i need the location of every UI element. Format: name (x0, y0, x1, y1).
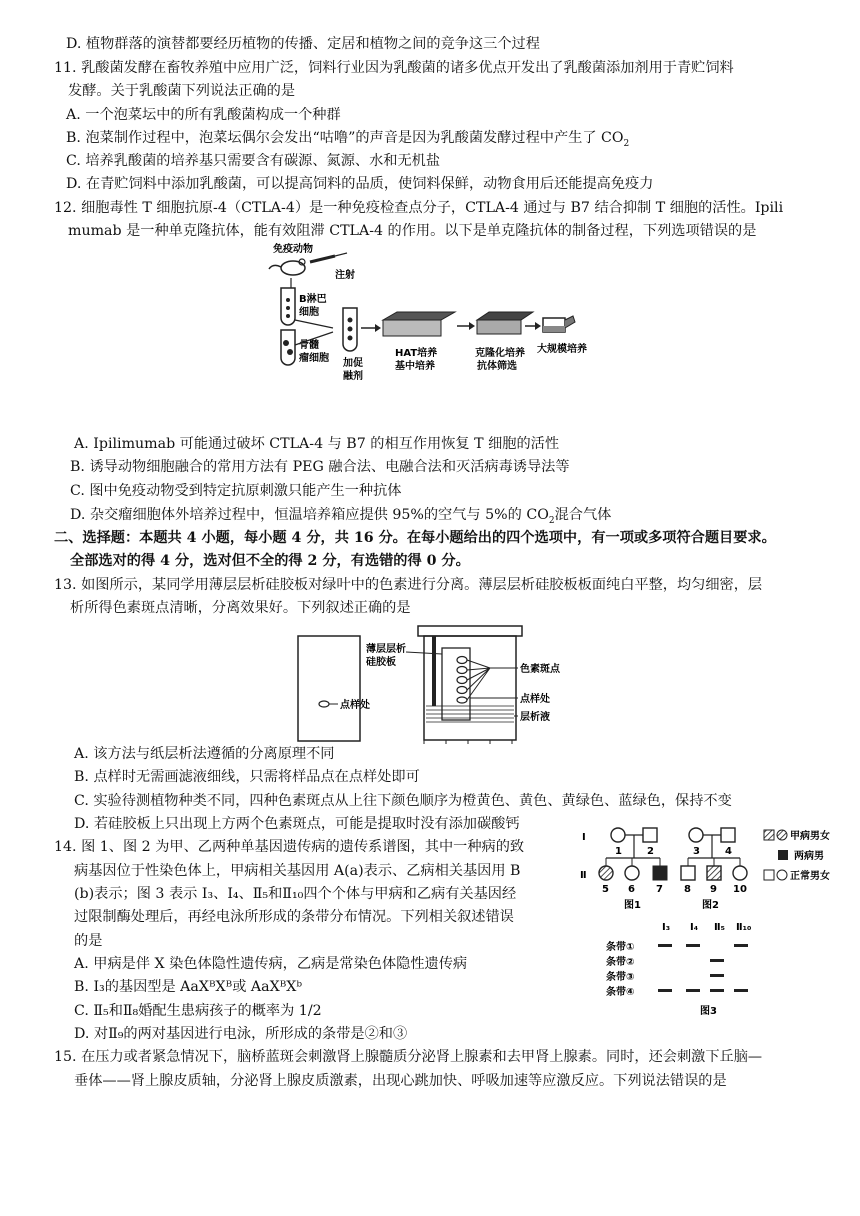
legend-female-normal (777, 870, 787, 880)
section-heading: 二、选择题：本题共 4 小题，每小题 4 分，共 16 分。在每小题给出的四个选项中，有一项或多项符合题目要求。 (54, 530, 776, 546)
individual-number: 2 (647, 846, 654, 857)
legend-label: 正常男女 (790, 871, 830, 882)
question-14-stem: 14. 图 1、图 2 为甲、乙两种单基因遗传病的遗传系谱图，其中一种病的致 (54, 839, 525, 855)
band-label: 条带① (606, 942, 635, 953)
mouse-icon (269, 259, 305, 275)
figure-2-label: 图2 (702, 900, 719, 911)
label-immune-animal: 免疫动物 (273, 244, 313, 255)
generation-2-label: Ⅱ (580, 870, 587, 881)
female-normal (625, 866, 639, 880)
male-affected (707, 866, 721, 880)
band-label: 条带② (606, 957, 635, 968)
tlc-diagram (290, 620, 600, 745)
label-hat: HAT培养 (395, 348, 438, 359)
option-11c: C. 培养乳酸菌的培养基只需要含有碳源、氮源、水和无机盐 (66, 153, 441, 169)
legend-label: 甲病男女 (790, 831, 830, 842)
question-14-stem: (b)表示；图 3 表示 I₃、I₄、Ⅱ₅和Ⅱ₁₀四个个体与甲病和乙病有关基因经 (74, 886, 517, 902)
option-12c: C. 图中免疫动物受到特定抗原刺激只能产生一种抗体 (70, 483, 402, 499)
label-fusion: 加促 (343, 358, 363, 369)
gel-band (710, 974, 724, 977)
culture-flask-icon (543, 316, 575, 332)
lane-label: Ⅱ₁₀ (736, 922, 752, 933)
figure-1-label: 图1 (624, 900, 641, 911)
question-14-stem: 病基因位于性染色体上，甲病相关基因用 A(a)表示、乙病相关基因用 B (74, 863, 521, 879)
generation-1-label: I (582, 832, 586, 843)
individual-number: 10 (733, 884, 747, 895)
individual-number: 5 (602, 884, 609, 895)
individual-number: 7 (656, 884, 663, 895)
question-15-stem: 15. 在压力或者紧急情况下，脑桥蓝斑会刺激肾上腺髓质分泌肾上腺素和去甲肾上腺素。同时，还会刺激下丘脑— (54, 1049, 763, 1065)
option-13d: D. 若硅胶板上只出现上方两个色素斑点，可能是提取时没有添加碳酸钙 (74, 816, 520, 832)
pedigree-diagram (578, 820, 848, 1020)
label-hat-2: 基中培养 (395, 361, 435, 372)
label-clone-2: 抗体筛选 (477, 361, 517, 372)
silica-plate (298, 636, 360, 741)
individual-number: 8 (684, 884, 691, 895)
sample-spot (319, 701, 329, 707)
question-11-stem: 11. 乳酸菌发酵在畜牧养殖中应用广泛，饲料行业因为乳酸菌的诸多优点开发出了乳酸菌添加剂用于青贮饲料 (54, 60, 734, 76)
question-13-stem: 析所得色素斑点清晰，分离效果好。下列叙述正确的是 (70, 600, 411, 616)
label-inject: 注射 (335, 270, 355, 281)
label-plate: 薄层层析 (366, 644, 406, 655)
option-13b: B. 点样时无需画滤液细线，只需将样品点在点样处即可 (74, 769, 420, 785)
question-12-stem: mumab 是一种单克隆抗体，能有效阻滞 CTLA-4 的作用。以下是单克隆抗体的制备过程，下列选项错误的是 (68, 223, 757, 239)
question-14-stem: 过限制酶处理后，再经电泳所形成的条带分布情况。下列相关叙述错误 (74, 909, 514, 925)
label-large-culture: 大规模培养 (537, 344, 587, 355)
label-myeloma: 骨髓 (299, 340, 319, 351)
individual-number: 4 (725, 846, 732, 857)
legend-female-affected (777, 830, 787, 840)
question-12-stem: 12. 细胞毒性 T 细胞抗原-4（CTLA-4）是一种免疫检查点分子，CTLA-4 通过与 B7 结合抑制 T 细胞的活性。Ipili (54, 200, 784, 216)
lane-label: Ⅱ₅ (714, 922, 725, 933)
option-11d: D. 在青贮饲料中添加乳酸菌，可以提高饲料的品质，使饲料保鲜，动物食用后还能提高免疫力 (66, 176, 654, 192)
label-b-cell: B淋巴 (299, 294, 327, 305)
individual-number: 9 (710, 884, 717, 895)
label-myeloma-2: 瘤细胞 (299, 353, 329, 364)
option-14d: D. 对Ⅱ₉的两对基因进行电泳，所形成的条带是②和③ (74, 1026, 408, 1042)
gel-band (658, 989, 672, 992)
legend-male-affected (764, 830, 774, 840)
text-line: D. 植物群落的演替都要经历植物的传播、定居和植物之间的竞争这三个过程 (66, 36, 540, 52)
female-affected (599, 866, 613, 880)
test-tube-icon (281, 330, 295, 365)
culture-plate-icon (383, 312, 455, 336)
male-normal (681, 866, 695, 880)
question-11-stem: 发酵。关于乳酸菌下列说法正确的是 (68, 83, 296, 99)
label-fusion-2: 融剂 (343, 371, 363, 382)
male-normal (643, 828, 657, 842)
test-tube-icon (343, 308, 357, 351)
female-normal (611, 828, 625, 842)
gel-band (658, 944, 672, 947)
individual-number: 6 (628, 884, 635, 895)
lane-label: I₄ (690, 922, 699, 933)
gel-band (710, 959, 724, 962)
label-spots: 色素斑点 (520, 664, 560, 675)
band-label: 条带④ (606, 987, 635, 998)
label-b-cell-2: 细胞 (299, 307, 319, 318)
question-13-stem: 13. 如图所示，某同学用薄层层析硅胶板对绿叶中的色素进行分离。薄层层析硅胶板板面纯白平整，均匀细密，层 (54, 577, 763, 593)
option-12a: A. Ipilimumab 可能通过破坏 CTLA-4 与 B7 的相互作用恢复 T 细胞的活性 (74, 436, 560, 452)
monoclonal-antibody-diagram (255, 240, 595, 390)
option-11a: A. 一个泡菜坛中的所有乳酸菌构成一个种群 (66, 107, 341, 123)
label-origin: 点样处 (340, 700, 370, 711)
section-heading: 全部选对的得 4 分，选对但不全的得 2 分，有选错的得 0 分。 (70, 553, 470, 569)
female-normal (733, 866, 747, 880)
option-13a: A. 该方法与纸层析法遵循的分离原理不同 (74, 746, 335, 762)
culture-plate-icon (477, 312, 533, 334)
label-solvent: 层析液 (520, 712, 550, 723)
option-14a: A. 甲病是伴 X 染色体隐性遗传病，乙病是常染色体隐性遗传病 (74, 956, 468, 972)
gel-band (734, 944, 748, 947)
test-tube-icon (281, 288, 295, 325)
individual-number: 3 (693, 846, 700, 857)
male-both-affected (653, 866, 667, 880)
legend-label: 两病男 (794, 851, 824, 862)
option-12d: D. 杂交瘤细胞体外培养过程中，恒温培养箱应提供 95%的空气与 5%的 $CO_2$混合气体 (70, 507, 612, 526)
label-plate-2: 硅胶板 (366, 657, 396, 668)
option-14b: B. I₃的基因型是 AaXᴮXᴮ或 AaXᴮXᵇ (74, 979, 303, 995)
gel-band (734, 989, 748, 992)
female-normal (689, 828, 703, 842)
option-11b: B. 泡菜制作过程中，泡菜坛偶尔会发出“咕噜”的声音是因为乳酸菌发酵过程中产生了 $CO_2$ (66, 130, 630, 149)
individual-number: 1 (615, 846, 622, 857)
label-origin-2: 点样处 (520, 694, 550, 705)
figure-3-label: 图3 (700, 1006, 717, 1017)
option-13c: C. 实验待测植物种类不同，四种色素斑点从上往下颜色顺序为橙黄色、黄色、黄绿色、蓝绿色，保持不变 (74, 793, 732, 809)
gel-band (686, 989, 700, 992)
male-normal (721, 828, 735, 842)
syringe-icon (310, 253, 347, 262)
lane-label: I₃ (662, 922, 671, 933)
gel-band (710, 989, 724, 992)
legend-both (778, 850, 788, 860)
option-14c: C. Ⅱ₅和Ⅱ₈婚配生患病孩子的概率为 1/2 (74, 1003, 322, 1019)
label-clone: 克隆化培养 (475, 348, 525, 359)
gel-band (686, 944, 700, 947)
silica-plate (442, 648, 470, 720)
question-15-stem: 垂体——肾上腺皮质轴，分泌肾上腺皮质激素，出现心跳加快、呼吸加速等应激反应。下列说法错误的是 (74, 1073, 727, 1089)
question-14-stem: 的是 (74, 933, 103, 949)
option-12b: B. 诱导动物细胞融合的常用方法有 PEG 融合法、电融合法和灭活病毒诱导法等 (70, 459, 570, 475)
band-label: 条带③ (606, 972, 635, 983)
legend-male-normal (764, 870, 774, 880)
